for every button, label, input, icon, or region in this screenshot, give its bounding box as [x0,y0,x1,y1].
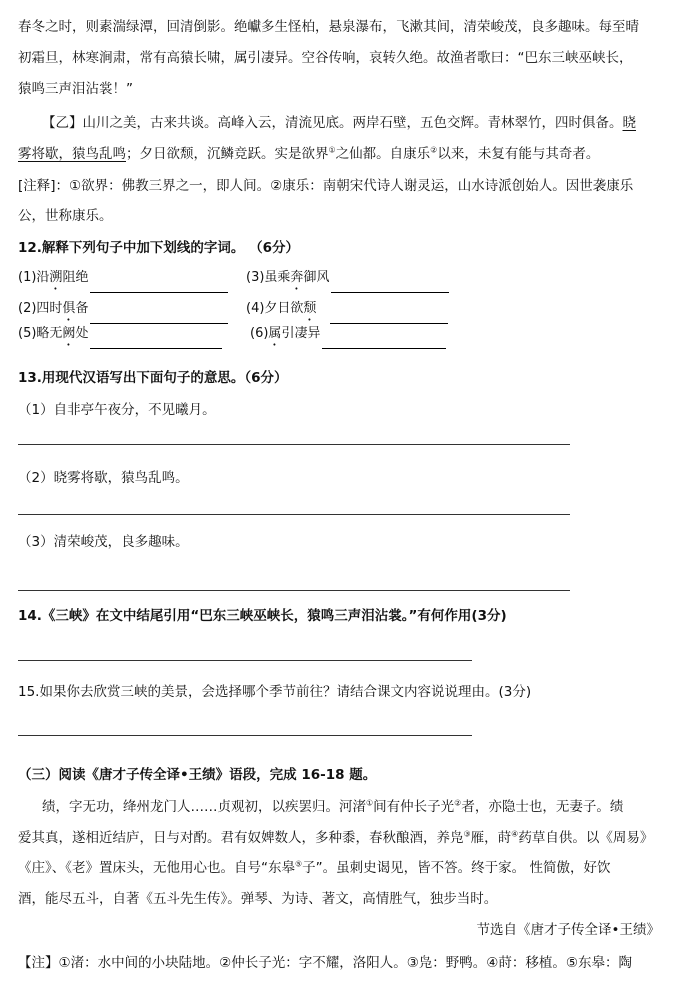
section-3-para-line-2 [18,828,653,848]
q12-item-5 [18,324,222,349]
underlined-phrase: 晓 [622,115,636,131]
item-text: (4)夕日欲 [246,301,304,316]
passage-b-line-2 [18,144,599,164]
item-text: (5)略无 [18,326,63,341]
answer-blank[interactable] [90,278,228,293]
para-text: 子”。虽刺史谒见，皆不答。终于家。 性简傲，好饮 [302,860,611,876]
passage-b-text: ；夕日欲颓，沉鳞竞跃。实是欲界 [126,146,329,162]
answer-blank[interactable] [331,278,449,293]
item-text: 御风 [303,270,330,285]
footnote-marker: ① [328,145,336,155]
footnote-marker: ② [454,798,462,808]
question-14-text: 14.《三峡》在文中结尾引用“巴东三峡巫峡长，猿鸣三声泪沾裳。”有何作用(3分) [18,608,507,624]
answer-line[interactable] [18,660,472,661]
dotted-word: 溯 [49,270,63,285]
passage-b-text: 【乙】山川之美，古来共谈。高峰入云，清流见底。两岸石壁，五色交辉。青林翠竹，四时俱备。 [42,115,623,131]
item-text: 处 [75,326,89,341]
answer-line[interactable] [18,444,570,445]
answer-line[interactable] [18,735,472,736]
passage-a-line-1: 春冬之时，则素湍绿潭，回清倒影。绝巘多生怪柏，悬泉瀑布，飞漱其间，清荣峻茂，良多趣味。每至晴 [18,19,639,35]
passage-b-line-1 [42,113,636,133]
question-12-title: 12.解释下列句子中加下划线的字词。 （6分） [18,240,300,256]
section-3-para-line-3 [18,858,610,878]
para-text: 雁，莳 [470,830,512,846]
footnote-marker: ② [430,145,438,155]
item-text: (6) [250,326,269,341]
underlined-phrase: 雾将歇，猿鸟乱鸣 [18,146,126,162]
annotation-line-2: 公，世称康乐。 [18,208,113,224]
para-text: 爱其真，遂相近结庐，日与对酌。君有奴婢数人，多种黍，春秋酿酒，养凫 [18,830,464,846]
para-text: 《庄》、《老》置床头，无他用心也。自号“东皋 [18,860,295,876]
section-3-heading: （三）阅读《唐才子传全译•王绩》语段，完成 16-18 题。 [18,767,377,783]
section-3-notes: 【注】①渚：水中间的小块陆地。②仲长子光：字不耀，洛阳人。③凫：野鸭。④莳：移植。⑤东皋：陶 [18,955,633,971]
footnote-marker: ④ [511,829,519,839]
item-text: (2)四时 [18,301,63,316]
source-citation: 节选自《唐才子传全译•王绩》 [476,922,660,938]
item-text: (1)沿 [18,270,50,285]
annotation-line-1: [注释]：①欲界：佛教三界之一，即人间。②康乐：南朝宋代诗人谢灵运，山水诗派创始人。因世袭康乐 [18,178,634,194]
q12-item-3 [246,268,449,293]
answer-line[interactable] [18,514,570,515]
para-text: 者，亦隐士也，无妻子。绩 [461,799,624,815]
dotted-word: 阙 [62,326,76,341]
answer-blank[interactable] [90,334,222,349]
answer-blank[interactable] [330,309,448,324]
q12-item-4 [246,299,448,324]
q13-sentence-3: （3）清荣峻茂，良多趣味。 [18,534,189,550]
dotted-word: 奔 [290,270,304,285]
footnote-marker: ⑤ [295,859,303,869]
dotted-word: 颓 [303,301,317,316]
item-text: (3)虽乘 [246,270,291,285]
item-text: 引凄异 [281,326,321,341]
answer-line[interactable] [18,590,570,591]
dotted-word: 属 [268,326,282,341]
footnote-marker: ③ [463,829,471,839]
passage-a-line-2: 初霜旦，林寒涧肃，常有高猿长啸，属引凄异。空谷传响，哀转久绝。故渔者歌曰：“巴东三峡巫峡长， [18,50,633,66]
para-text: 间有仲长子光 [373,799,455,815]
passage-b-text: 以来，未复有能与其奇者。 [437,146,600,162]
q13-sentence-2: （2）晓雾将歇，猿鸟乱鸣。 [18,470,189,486]
para-text: 药草自供。以《周易》 [518,830,654,846]
footnote-marker: ① [366,798,374,808]
answer-blank[interactable] [90,309,228,324]
answer-blank[interactable] [322,334,446,349]
item-text: 阻绝 [62,270,89,285]
q12-item-6 [250,324,446,349]
passage-b-text: 之仙都。自康乐 [335,146,431,162]
section-3-para-line-1 [42,797,623,817]
para-text: 绩，字无功，绛州龙门人……贞观初，以疾罢归。河渚 [42,799,366,815]
question-15-title: 15.如果你去欣赏三峡的美景，会选择哪个季节前往？请结合课文内容说说理由。(3分) [18,684,532,700]
passage-a-line-3: 猿鸣三声泪沾裳！” [18,81,133,97]
dotted-word: 俱 [62,301,76,316]
section-3-para-line-4: 酒，能尽五斗，自著《五斗先生传》。弹琴、为诗、著文，高情胜气，独步当时。 [18,891,498,907]
q13-sentence-1: （1）自非亭午夜分，不见曦月。 [18,402,216,418]
question-13-title: 13.用现代汉语写出下面句子的意思。（6分） [18,370,288,386]
item-text: 备 [75,301,89,316]
q12-item-2 [18,299,228,324]
q12-item-1 [18,268,228,293]
question-14-title [18,606,507,626]
